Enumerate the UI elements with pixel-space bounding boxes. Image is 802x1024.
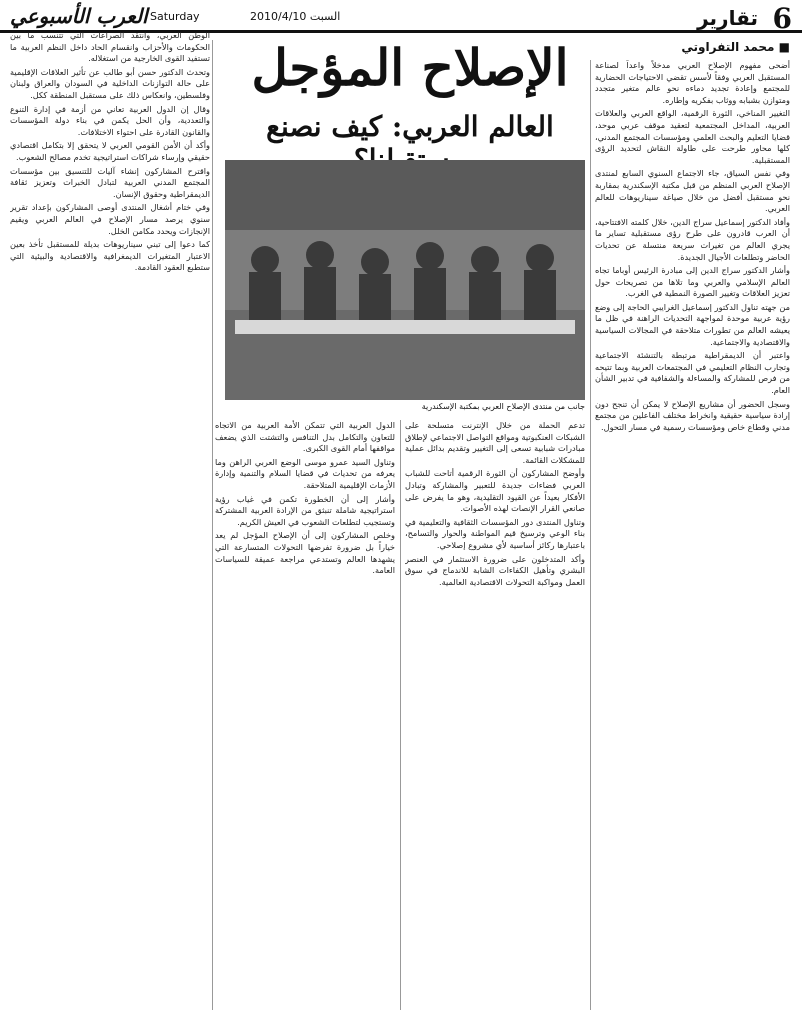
article-paragraph: وقال إن الدول العربية تعاني من أزمة في إدارة التنوع والتعددية، وأن الحل يكمن في بناء دولة المؤسسات والقانون القادرة على احتواء الاختلافات. (10, 103, 210, 137)
article-photo (225, 160, 585, 400)
article-column-left (10, 30, 210, 1010)
article-paragraph: وأشار الدكتور سراج الدين إلى مبادرة الرئيس أوباما تجاه العالم الإسلامي والعربي وما تلاها من تصريحات حول تعزيز العلاقات وتغيير الصورة النمطية في الغرب. (595, 265, 790, 299)
article-column-right (595, 60, 790, 1010)
column-divider (590, 60, 591, 1010)
article-paragraph: وأفاد الدكتور إسماعيل سراج الدين، خلال كلمته الافتتاحية، أن العرب قادرون على طرح رؤى مستقبلية تساير ما يجري العالم من تغيرات سريعة منتسلة عن تحديات الحاضر وتطلعات الأجيال الجديدة. (595, 216, 790, 262)
date-arabic: السبت 2010/4/10 (250, 10, 341, 23)
section-title: تقارير (697, 6, 758, 30)
column-divider (400, 420, 401, 1010)
article-paragraph: الدول العربية التي تتمكن الأمة العربية من الاتجاه للتعاون والتكامل بدل التنافس والتشتت الذي يضعف مواقفها أمام القوى الكبرى. (215, 420, 395, 454)
conference-photo-icon (225, 160, 585, 400)
author-name: محمد التفراوتي (681, 40, 775, 54)
article-subheadline: العالم العربي: كيف نصنع (266, 110, 554, 143)
article-paragraph: وخلص المشاركون إلى أن الإصلاح المؤجل لم يعد خياراً بل ضرورة تفرضها التحولات المتسارعة التي يشهدها العالم وتستدعي مراجعة عميقة للسياسات العامة. (215, 530, 395, 576)
article-paragraph: وتناول المنتدى دور المؤسسات الثقافية والتعليمية في بناء الوعي وترسيخ قيم المواطنة والحوار والتسامح، باعتبارها ركائز أساسية لأي مشروع إصلاحي. (405, 516, 585, 550)
newspaper-logo: العرب الأسبوعي (10, 4, 148, 28)
photo-caption: جانب من منتدى الإصلاح العربي بمكتبة الإسكندرية (421, 402, 585, 411)
article-paragraph: وتحدث الدكتور حسن أبو طالب عن تأثير العلاقات الإقليمية على حالة التوازنات الداخلية في السودان والعراق ولبنان وفلسطين، وانعكاس ذلك على مستقبل المنطقة ككل. (10, 66, 210, 100)
article-column-middle-1 (405, 420, 585, 1010)
article-paragraph: أضحى مفهوم الإصلاح العربي مدخلاً واعداً لصناعة المستقبل العربي وفقاً لأسس تقضي الاحتياجات الحضارية للمجتمع وإعادة تجديد دماءه نحو عالم متغير متجدد ومتوازن بشبابه ووثاب بفكريه وإطاره. (595, 60, 790, 105)
article-paragraph: وتناول السيد عمرو موسى الوضع العربي الراهن وما يعرفه من تحديات في قضايا السلام والتنمية وإدارة الأزمات الإقليمية المتلاحقة. (215, 456, 395, 490)
column-divider (212, 40, 213, 1010)
article-paragraph: واعتبر أن الديمقراطية مرتبطة بالتنشئة الاجتماعية وتجارب النظام التعليمي في المجتمعات العربية وبما تتيحه من فرص للمشاركة والمساءلة والشفافية في تدبير الشأن العام. (595, 350, 790, 396)
article-headline: الإصلاح المؤجل (251, 38, 569, 97)
article-paragraph: وسجل الحضور أن مشاريع الإصلاح لا يمكن أن تنجح دون إرادة سياسية حقيقية وانخراط مختلف الفاعلين من مجتمع مدني وقطاع خاص ومؤسسات رسمية في مسار التحول. (595, 398, 790, 432)
article-column-middle-2 (215, 420, 395, 1010)
article-paragraph: واقترح المشاركون إنشاء آليات للتنسيق بين مؤسسات المجتمع المدني العربية لتبادل الخبرات وتعزيز ثقافة الديمقراطية وحقوق الإنسان. (10, 165, 210, 199)
article-paragraph: وفي نفس السياق، جاء الاجتماع السنوي السابع لمنتدى الإصلاح العربي المنظم من قبل مكتبة الإسكندرية بمقاربة نحو مستقبل أفضل من خلال صياغة سيناريوهات للعالم العربي. (595, 168, 790, 214)
masthead (0, 0, 802, 33)
article-author (681, 40, 790, 54)
article-paragraph: كما دعوا إلى تبني سيناريوهات بديلة للمستقبل تأخذ بعين الاعتبار المتغيرات الديمغرافية والاقتصادية والبيئية التي ستطبع العقود القادمة. (10, 239, 210, 273)
article-paragraph: وأكد المتدخلون على ضرورة الاستثمار في العنصر البشري وتأهيل الكفاءات الشابة للاندماج في سوق العمل ومواكبة التحولات الاقتصادية العالمية. (405, 553, 585, 587)
author-bullet-icon: ■ (774, 40, 790, 54)
article-paragraph: الوطن العربي، وانتقد الصراعات التي تتنسب ما بين الحكومات والأحزاب وانقسام الحاد داخل النظم العربية ما تستفيد القوى الخارجية من استغلاله. (10, 30, 210, 64)
article-paragraph: من جهته تناول الدكتور إسماعيل الغرايبي الحاجة إلى وضع رؤية عربية موحدة لمواجهة التحديات الراهنة في ظل ما يعيشه العالم من تطورات متلاحقة في المجالات السياسية والاقتصادية والاجتماعية. (595, 301, 790, 347)
article-paragraph: وأوضح المشاركون أن الثورة الرقمية أتاحت للشباب العربي فضاءات جديدة للتعبير والمشاركة وتبادل الأفكار بعيداً عن القيود التقليدية، وهو ما يفرض على صانعي القرار الإنصات لهذه الأصوات. (405, 468, 585, 514)
article-paragraph: وأكد أن الأمن القومي العربي لا يتحقق إلا بتكامل اقتصادي حقيقي وإرساء شراكات استراتيجية تخدم مصالح الشعوب. (10, 140, 210, 162)
date-english: Saturday (150, 10, 200, 23)
article-paragraph: وأشار إلى أن الخطورة تكمن في غياب رؤية استراتيجية شاملة تنبثق من الإرادة العربية المشتركة وتستجيب لتطلعات الشعوب في العيش الكريم. (215, 493, 395, 527)
page-number: 6 (772, 2, 792, 35)
article-paragraph: وفي ختام أشغال المنتدى أوصى المشاركون بإعداد تقرير سنوي يرصد مسار الإصلاح في العالم العربي ويقيم الإنجازات ويحدد مكامن الخلل. (10, 202, 210, 236)
article-paragraph: التغيير المناخي، الثورة الرقمية، الواقع العربي والعلاقات العربية، المداخل المجتمعية لتعقيد موقف عربي موحد، قضايا التعليم والبحث العلمي ومؤسسات المجتمع المدني، كلها محاور طرحت على طاولة النقاش لتحديد الرؤى المستقبلية. (595, 108, 790, 165)
article-paragraph: تدعم الحملة من خلال الإنترنت متسلحة على الشبكات العنكبوتية ومواقع التواصل الاجتماعي لإطلاق مبادرات شبابية تسعى إلى التغيير وتقديم بدائل عملية للمشكلات القائمة. (405, 420, 585, 465)
